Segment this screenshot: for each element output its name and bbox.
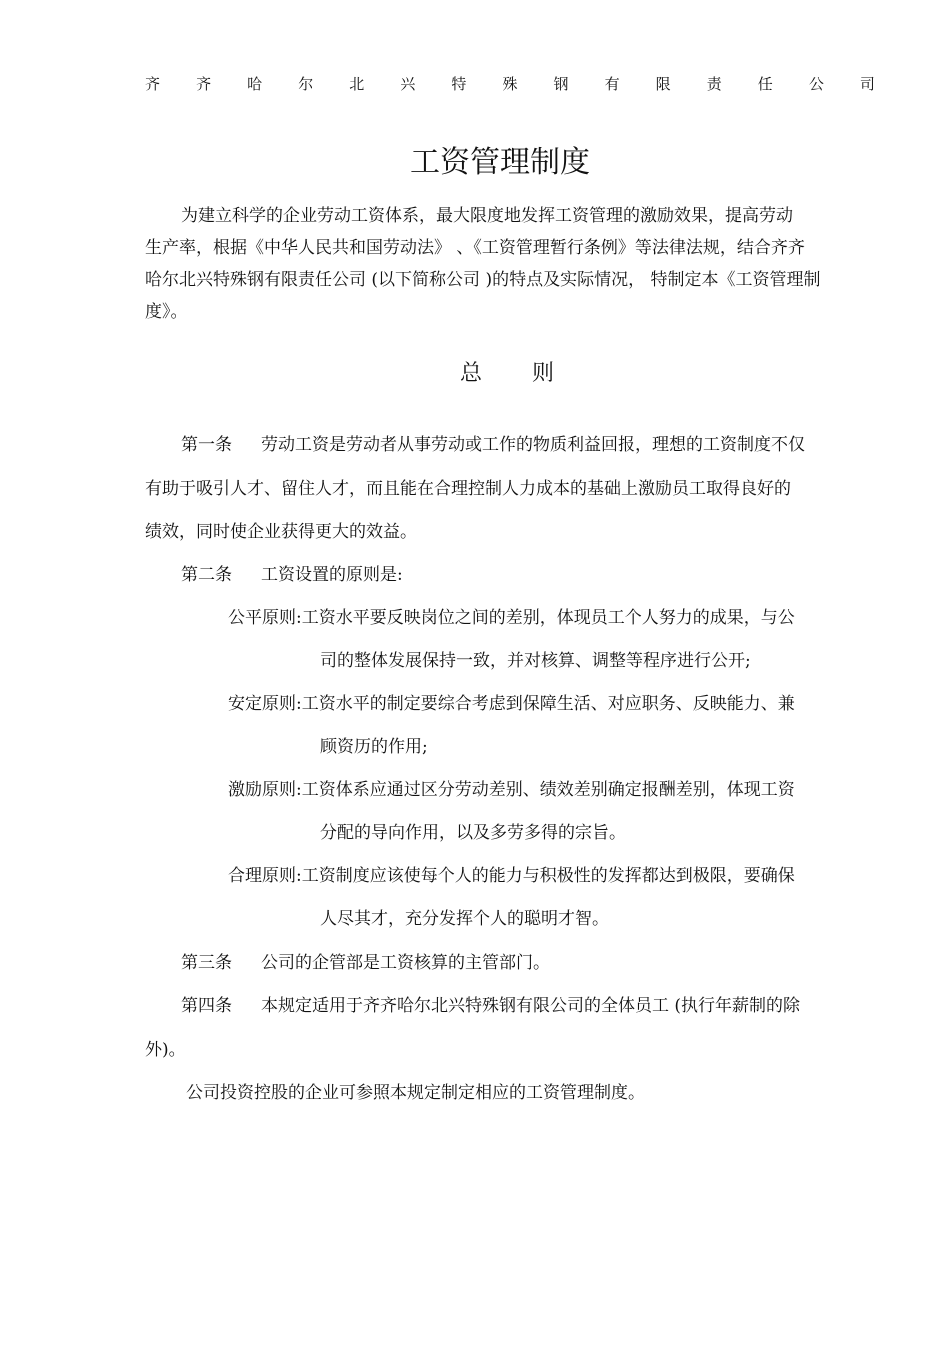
principle-stability — [228, 692, 795, 716]
principle-fairness — [228, 606, 795, 630]
header-char: 北 — [349, 75, 365, 93]
header-char: 尔 — [298, 75, 314, 93]
header-char: 殊 — [502, 75, 518, 93]
principle-cont: 人尽其才，充分发挥个人的聪明才智。 — [320, 909, 609, 929]
principle-cont: 司的整体发展保持一致，并对核算、调整等程序进行公开; — [320, 651, 751, 671]
principle-text: 工资水平的制定要综合考虑到保障生活、对应职务、反映能力、兼 — [301, 694, 795, 714]
header-char: 有 — [604, 75, 620, 93]
article-text: 劳动工资是劳动者从事劳动或工作的物质利益回报，理想的工资制度不仅 — [261, 435, 805, 455]
principle-cont: 顾资历的作用; — [320, 737, 428, 757]
principle-text: 工资体系应通过区分劳动差别、绩效差别确定报酬差别，体现工资 — [301, 780, 795, 800]
article-label: 第四条 — [181, 996, 232, 1016]
header-char: 齐 — [145, 75, 161, 93]
header-char: 公 — [808, 75, 824, 93]
intro-line: 哈尔北兴特殊钢有限责任公司 (以下简称公司 )的特点及实际情况， 特制定本《工资管理制 — [145, 270, 821, 290]
principle-cont: 分配的导向作用，以及多劳多得的宗旨。 — [320, 823, 626, 843]
article-label: 第一条 — [181, 435, 232, 455]
header-char: 钢 — [553, 75, 569, 93]
principle-text: 工资制度应该使每个人的能力与积极性的发挥都达到极限，要确保 — [301, 866, 795, 886]
article-2 — [181, 563, 403, 587]
article-1 — [181, 433, 805, 457]
section-char: 则 — [532, 361, 555, 386]
header-char: 任 — [757, 75, 773, 93]
header-char: 特 — [451, 75, 467, 93]
article-1-cont: 绩效，同时使企业获得更大的效益。 — [145, 522, 417, 542]
header-char: 兴 — [400, 75, 416, 93]
section-heading — [460, 360, 554, 388]
header-char: 限 — [655, 75, 671, 93]
principle-label: 激励原则: — [228, 780, 302, 800]
article-4-cont: 外)。 — [145, 1040, 186, 1060]
principle-label: 安定原则: — [228, 694, 302, 714]
article-label: 第三条 — [181, 953, 232, 973]
article-4-note: 公司投资控股的企业可参照本规定制定相应的工资管理制度。 — [186, 1083, 645, 1103]
section-char: 总 — [460, 361, 483, 386]
article-1-cont: 有助于吸引人才、留住人才，而且能在合理控制人力成本的基础上激励员工取得良好的 — [145, 479, 791, 499]
header-char: 司 — [859, 75, 875, 93]
principle-text: 工资水平要反映岗位之间的差别，体现员工个人努力的成果，与公 — [301, 608, 795, 628]
principle-label: 合理原则: — [228, 866, 302, 886]
principle-incentive — [228, 778, 795, 802]
article-label: 第二条 — [181, 565, 232, 585]
article-text: 本规定适用于齐齐哈尔北兴特殊钢有限公司的全体员工 (执行年薪制的除 — [261, 996, 801, 1016]
principle-label: 公平原则: — [228, 608, 302, 628]
header-char: 齐 — [196, 75, 212, 93]
company-header — [145, 74, 875, 94]
article-text: 工资设置的原则是: — [261, 565, 403, 585]
document-title: 工资管理制度 — [410, 145, 590, 180]
intro-line: 生产率，根据《中华人民共和国劳动法》 、《工资管理暂行条例》等法律法规，结合齐齐 — [145, 238, 805, 258]
intro-line: 为建立科学的企业劳动工资体系，最大限度地发挥工资管理的激励效果，提高劳动 — [181, 206, 793, 226]
header-char: 哈 — [247, 75, 263, 93]
article-4 — [181, 994, 800, 1018]
intro-line: 度》。 — [145, 302, 188, 322]
article-3 — [181, 951, 550, 975]
header-char: 责 — [706, 75, 722, 93]
article-text: 公司的企管部是工资核算的主管部门。 — [261, 953, 550, 973]
principle-rational — [228, 864, 795, 888]
